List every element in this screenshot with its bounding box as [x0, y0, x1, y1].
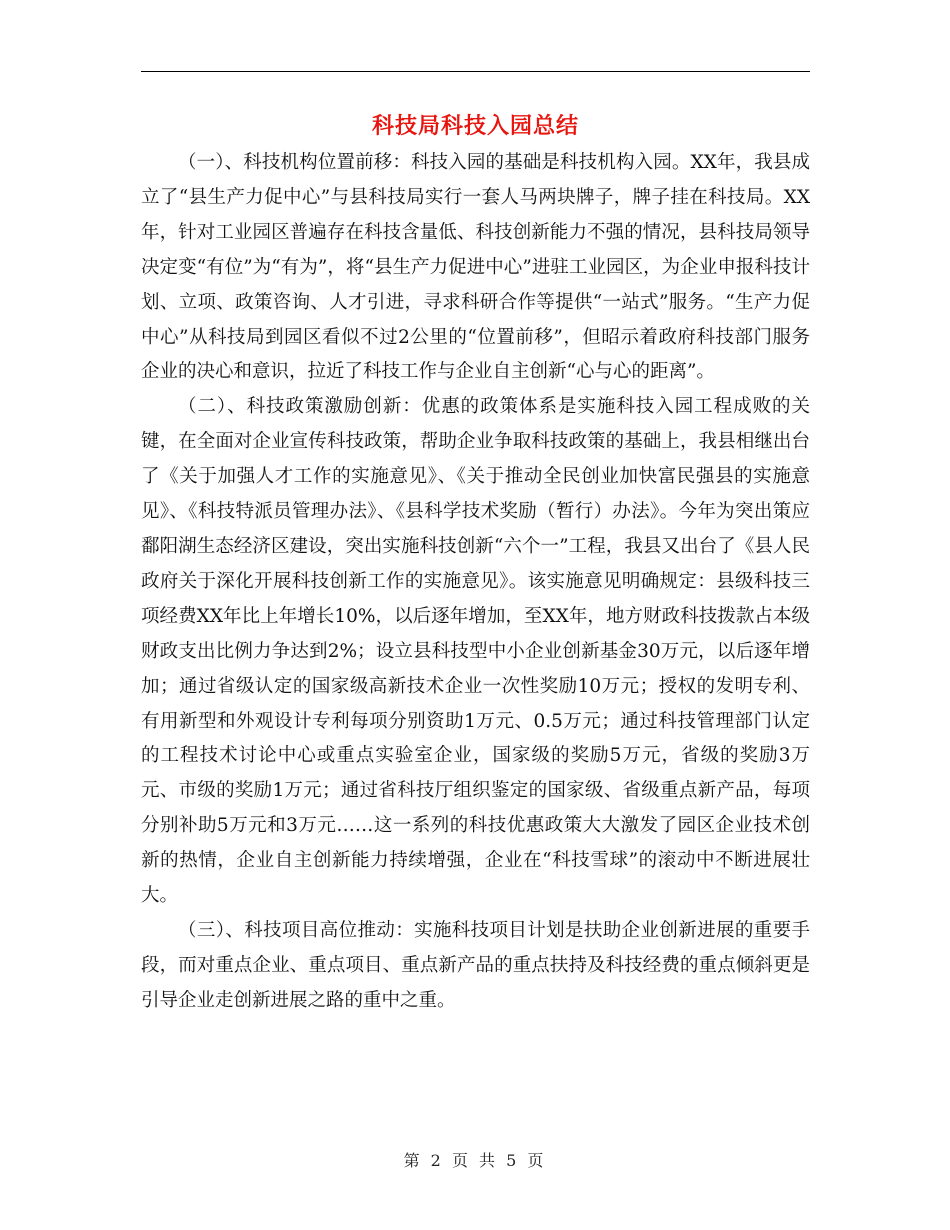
paragraph-3: （三）、科技项目高位推动：实施科技项目计划是扶助企业创新进展的重要手段，而对重点企业、重点项目、重点新产品的重点扶持及科技经费的重点倾斜更是引导企业走创新进展之路的重中之重。	[141, 919, 810, 1011]
document-body	[141, 146, 810, 1019]
page-number-footer: 第 2 页 共 5 页	[403, 1151, 547, 1170]
header-rule	[141, 71, 810, 72]
paragraph-1: （一）、科技机构位置前移：科技入园的基础是科技机构入园。XX年，我县成立了“县生产力促中心”与县科技局实行一套人马两块牌子，牌子挂在科技局。XX年，针对工业园区普遍存在科技含量低、科技创新能力不强的情况，县科技局领导决定变“有位”为“有为”，将“县生产力促进中心”进驻工业园区，为企业申报科技计划、立项、政策咨询、人才引进，寻求科研合作等提供“一站式”服务。“生产力促中心”从科技局到园区看似不过2公里的“位置前移”，但昭示着政府科技部门服务企业的决心和意识，拉近了科技工作与企业自主创新“心与心的距离”。	[141, 152, 810, 383]
document-title: 科技局科技入园总结	[371, 113, 579, 139]
paragraph-2: （二）、科技政策激励创新：优惠的政策体系是实施科技入园工程成败的关键，在全面对企业宣传科技政策，帮助企业争取科技政策的基础上，我县相继出台了《关于加强人才工作的实施意见》、《关于推动全民创业加快富民强县的实施意见》、《科技特派员管理办法》、《县科学技术奖励（暂行）办法》。今年为突出策应鄱阳湖生态经济区建设，突出实施科技创新“六个一”工程，我县又出台了《县人民政府关于深化开展科技创新工作的实施意见》。该实施意见明确规定：县级科技三项经费XX年比上年增长10%，以后逐年增加，至XX年，地方财政科技拨款占本级财政支出比例力争达到2%；设立县科技型中小企业创新基金30万元，以后逐年增加；通过省级认定的国家级高新技术企业一次性奖励10万元；授权的发明专利、有用新型和外观设计专利每项分别资助1万元、0.5万元；通过科技管理部门认定的工程技术讨论中心或重点实验室企业，国家级的奖励5万元，省级的奖励3万元、市级的奖励1万元；通过省科技厅组织鉴定的国家级、省级重点新产品，每项分别补助5万元和3万元……这一系列的科技优惠政策大大激发了园区企业技术创新的热情，企业自主创新能力持续增强，企业在“科技雪球”的滚动中不断进展壮大。	[141, 396, 810, 907]
